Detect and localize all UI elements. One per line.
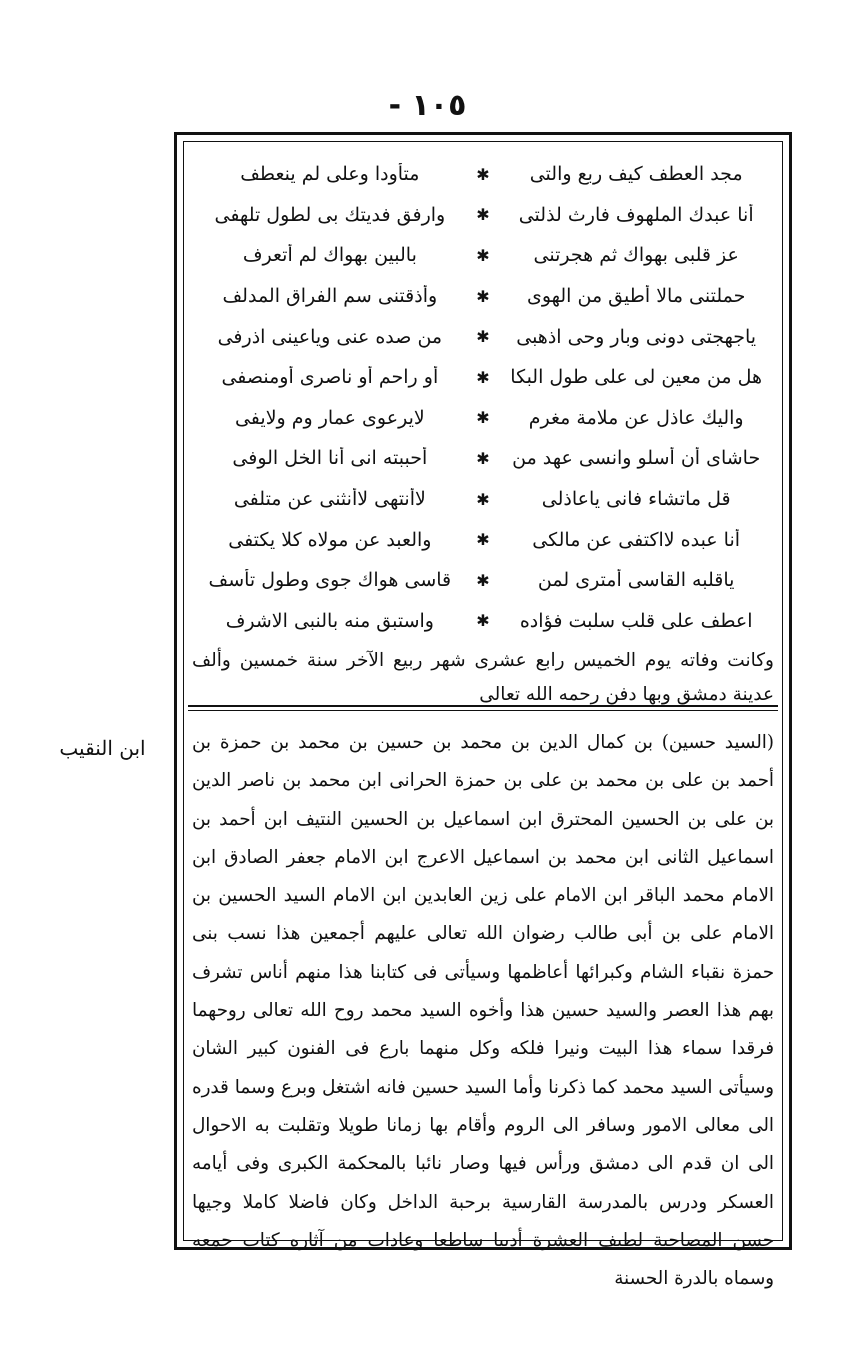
verse-second-hemistich: أحببته انى أنا الخل الوفى [232,447,428,470]
page-frame-inner [183,141,783,1290]
verse-first-hemistich: ياجهجتى دونى وبار وحى اذهبى [516,325,757,348]
biography-text: (السيد حسين) بن كمال الدين بن محمد بن حسين بن محمد بن حمزة بن أحمد بن على بن محمد بن على بن حمزة الحرانى ابن محمد بن ناصر الدين بن على بن الحسين المحترق ابن اسماعيل بن الحسين النتيف ابن أحمد بن اسماعيل الثانى ابن محمد بن اسماعيل الاعرج ابن الامام جعفر الصادق ابن الامام محمد الباقر ابن الامام على زين العابدين ابن الامام السيد الحسين بن الامام على بن أبى طالب رضوان الله تعالى عليهم أجمعين هذا نسب بنى حمزة نقباء الشام وكبرائها أعاظمها وسيأتى فى كتابنا هذا منهم أناس تشرف بهم هذا العصر والسيد حسين هذا وأخوه السيد محمد روح الله تعالى روحهما فرقدا سماء هذا البيت ونيرا فلكه وكل منهما بارع فى الفنون كبير الشان وسيأتى السيد محمد كما ذكرنا وأما السيد حسين فانه اشتغل وبرع وسما قدره الى معالى الامور وسافر الى الروم وأقام بها زمانا طويلا وتقلبت به الاحوال الى ان قدم الى دمشق ورأس فيها وصار نائبا بالمحكمة الكبرى وفى أيامه العسكر ودرس بالمدرسة القارسية برحبة الداخل وكان فاضلا كاملا وجيها حسن المصاحبة لطيف العشرة أديبا ساطعا وعاداب من آثاره كتاب جمعه وسماه بالدرة الحسنة [192,732,774,1290]
verse [194,560,772,601]
star-separator-icon: ✱ [476,286,490,306]
verse-second-hemistich: بالبين بهواك لم أتعرف [242,244,417,267]
verse-second-hemistich: وارفق فديتك بى لطول تلهفى [214,203,446,226]
verse [194,398,772,439]
verse [194,235,772,276]
star-separator-icon: ✱ [476,367,490,387]
star-separator-icon: ✱ [476,448,490,468]
verse-second-hemistich: من صده عنى وياعينى اذرفى [217,325,443,348]
poem [194,154,772,641]
star-separator-icon: ✱ [476,408,490,428]
verse-first-hemistich: حاشاى أن أسلو وانسى عهد من [512,447,761,470]
verse-first-hemistich: اعطف على قلب سلبت فؤاده [519,609,753,632]
verse-second-hemistich: لايرعوى عمار وم ولايفى [234,406,425,429]
verse-first-hemistich: أنا عبده لااكتفى عن مالكى [532,528,741,551]
star-separator-icon: ✱ [476,245,490,265]
verse-first-hemistich: حملتنى مالا أطيق من الهوى [526,285,746,308]
star-separator-icon: ✱ [476,570,490,590]
verse [194,154,772,195]
verse-first-hemistich: ياقلبه القاسى أمترى لمن [537,569,735,592]
section-divider [188,705,778,707]
verse-second-hemistich: لاأنتهى لاأنثنى عن متلفى [233,488,426,511]
verse-second-hemistich: وأذقتنى سم الفراق المدلف [222,285,438,308]
verse [194,601,772,642]
verse-first-hemistich: واليك عاذل عن ملامة مغرم [528,406,744,429]
verse-first-hemistich: قل ماتشاء فانى ياعاذلى [541,488,731,511]
star-separator-icon: ✱ [476,489,490,509]
verse [194,519,772,560]
star-separator-icon: ✱ [476,205,490,225]
verse-first-hemistich: مجد العطف كيف ربع والتى [529,163,743,186]
verse-second-hemistich: والعبد عن مولاه كلا يكتفى [228,528,432,551]
page-frame [174,132,792,1290]
verse [194,316,772,357]
verse [194,276,772,317]
margin-note: ابن النقيب [59,736,146,760]
verse-second-hemistich: أو راحم أو ناصرى أومنصفى [221,366,439,389]
verse-second-hemistich: قاسى هواك جوى وطول تأسف [208,569,452,592]
star-separator-icon: ✱ [476,611,490,631]
star-separator-icon: ✱ [476,327,490,347]
star-separator-icon: ✱ [476,530,490,550]
verse-second-hemistich: متأودا وعلى لم ينعطف [240,163,420,186]
verse-first-hemistich: عز قلبى بهواك ثم هجرتنى [533,244,739,267]
verse [194,438,772,479]
verse-second-hemistich: واستبق منه بالنبى الاشرف [225,609,434,632]
verse-first-hemistich: أنا عبدك الملهوف فارث لذلتى [518,203,754,226]
verse-first-hemistich: هل من معين لى على طول البكا [510,366,763,389]
verse [194,479,772,520]
page-number: - ١٠٥ [388,88,467,123]
section-divider-thin [188,710,778,711]
death-note: وكانت وفاته يوم الخميس رابع عشرى شهر ربيع الآخر سنة خمسين وألف عدينة دمشق وبها دفن رحمه الله تعالى [192,650,774,705]
star-separator-icon: ✱ [476,164,490,184]
verse [194,195,772,236]
verse [194,357,772,398]
